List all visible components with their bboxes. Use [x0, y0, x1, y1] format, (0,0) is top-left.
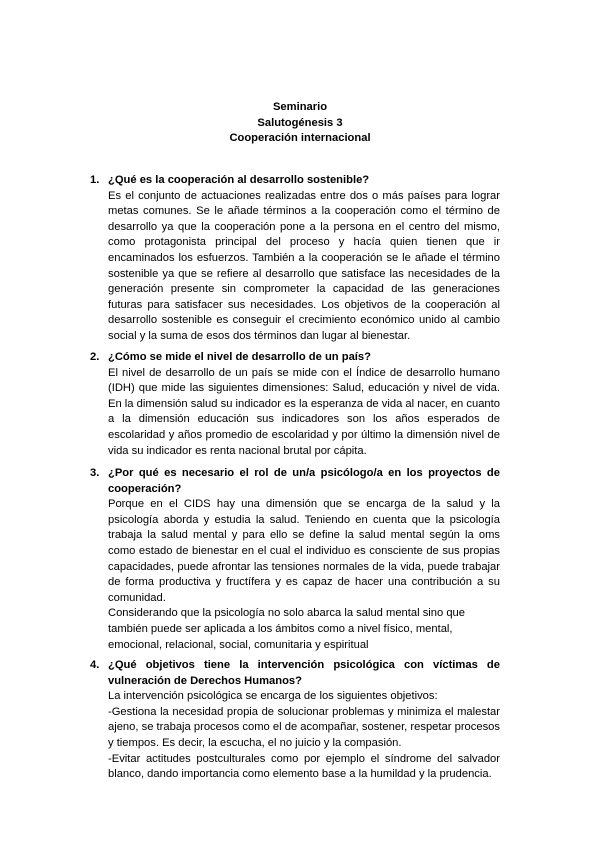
section-number: 2. [90, 351, 100, 363]
section-question: ¿Qué objetivos tiene la intervención psicológica con víctimas de vulneración de Derechos Humanos? [108, 659, 500, 687]
section-paragraph: -Evitar actitudes postculturales como por ejemplo el síndrome del salvador blanco, dando importancia como elemento base a la humildad y la prudencia. [108, 752, 500, 781]
section-paragraph: Porque en el CIDS hay una dimensión que se encarga de la salud y la psicología aborda y estudia la salud. Teniendo en cuenta que la psicología trabaja la salud mental y para ello se define la salud mental según la oms como estado de bienestar en el cual el individuo es consciente de sus propias capacidades, puede afrontar las tensiones normales de la vida, puede trabajar de forma productiva y fructífera y es capaz de hacer una contribución a su comunidad. [108, 498, 500, 604]
section-paragraph: El nivel de desarrollo de un país se mide con el Índice de desarrollo humano (IDH) que mide las siguientes dimensiones: Salud, educación y nivel de vida. En la dimensión salud su indicador es la esperanza de vida al nacer, en cuanto a la dimensión educación sus indicadores son los años esperados de escolaridad y años promedio de escolaridad y por último la dimensión nivel de vida su indicador es renta nacional brutal por cápita. [108, 366, 500, 457]
section-paragraph: Es el conjunto de actuaciones realizadas entre dos o más países para lograr metas comunes. Se le añade términos a la cooperación como el término de desarrollo ya que la cooperación pone a la persona en el centro del mismo, como protagonista principal del proceso y hacía quien tienen que ir encaminados los esfuerzos. También a la cooperación se le añade el término sostenible ya que se refiere al desarrollo que satisface las necesidades de la generación presente sin comprometer la capacidad de las generaciones futuras para satisfacer sus necesidades. Los objetivos de la cooperación al desarrollo sostenible es conseguir el crecimiento económico unido al cambio social y la suma de esos dos términos dan lugar al bienestar. [108, 189, 500, 342]
section-question: ¿Qué es la cooperación al desarrollo sostenible? [108, 174, 370, 186]
header-subject: Salutogénesis 3 [257, 116, 343, 129]
section-paragraph: -Gestiona la necesidad propia de solucionar problemas y minimiza el malestar ajeno, se trabaja procesos como el de acompañar, sostener, respetar procesos y tiempos. Es decir, la escucha, el no juicio y la compasión. [108, 705, 500, 749]
section-number: 3. [90, 467, 100, 479]
section-paragraph: Considerando que la psicología no solo abarca la salud mental sino que también puede ser aplicada a los ámbitos como a nivel físico, mental, emocional, relacional, social, comunitaria y espiritual [108, 607, 465, 651]
section-number: 1. [90, 174, 100, 186]
header-topic: Cooperación internacional [229, 132, 371, 144]
header-seminar: Seminario [272, 101, 328, 113]
document-header [0, 100, 600, 147]
section-question: ¿Por qué es necesario el rol de un/a psicólogo/a en los proyectos de cooperación? [108, 467, 500, 495]
section-paragraph: La intervención psicológica se encarga de los siguientes objetivos: [108, 690, 438, 703]
section-number: 4. [90, 659, 100, 671]
section-question: ¿Cómo se mide el nivel de desarrollo de un país? [108, 351, 371, 363]
